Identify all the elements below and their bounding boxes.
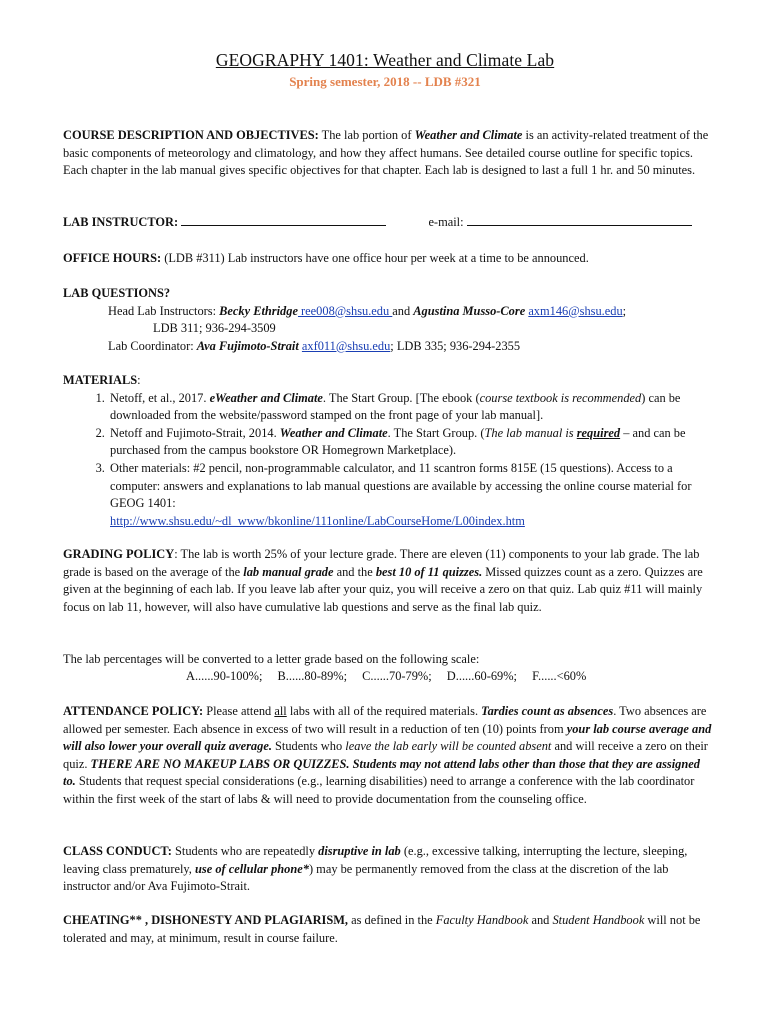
materials <box>63 372 713 530</box>
lab-instructor-line <box>63 214 713 232</box>
grade-d: D......60-69%; <box>446 669 518 683</box>
course-description <box>63 127 713 180</box>
grading-em-1: lab manual grade <box>243 564 334 579</box>
grading-text-2: and the <box>333 564 376 579</box>
item3-a: Other materials: #2 pencil, non-programmable calculator, and 11 scantron forms 815E (15 questions). Access to a computer: answers and explanations to lab manual questions are available by accessing the online course material for GEOG 1401: <box>110 460 692 511</box>
grading-heading: GRADING POLICY <box>63 547 175 561</box>
attendance-heading: ATTENDANCE POLICY: <box>63 704 204 718</box>
attendance-policy <box>63 703 713 809</box>
att-t3: . Two absences are allowed per semester. Each absence in excess of two will result in a reduction of ten (10) points from <box>63 704 707 736</box>
questions-heading: LAB QUESTIONS? <box>63 286 171 300</box>
item2-c: – and can be purchased from the campus bookstore OR Homegrown Marketplace). <box>110 425 686 458</box>
class-conduct <box>63 843 713 896</box>
course-heading: COURSE DESCRIPTION AND OBJECTIVES: <box>63 128 319 142</box>
item2-title: Weather and Climate <box>279 425 388 440</box>
and-text: and <box>392 303 414 318</box>
att-em1: Tardies count as absences <box>481 704 614 718</box>
instructor-name-1: Becky Ethridge <box>219 303 298 318</box>
grading-text-3: Missed quizzes count as a zero. Quizzes are given at the beginning of each lab. If you leave lab after your quiz, you will receive a zero on that quiz. Lab quiz #11 will mainly focus on lab 11, however, will also have cumulative lab questions and serve as the final lab quiz. <box>63 564 703 614</box>
materials-colon: : <box>137 373 141 387</box>
grading-em-2: best 10 of 11 quizzes. <box>375 564 483 579</box>
att-t4: Students who <box>271 739 346 754</box>
con-em2: use of cellular phone* <box>195 861 309 876</box>
item1-title: eWeather and Climate <box>209 390 323 405</box>
cheating-heading: CHEATING** , DISHONESTY AND PLAGIARISM, <box>63 913 349 927</box>
che-t3: will not be tolerated and may, at minimum, result in course failure. <box>63 913 701 945</box>
list-item <box>108 390 713 425</box>
instructor-name-2: Agustina Musso-Core <box>413 303 526 318</box>
email-blank <box>467 214 692 226</box>
email-link-1[interactable]: ree008@shsu.edu <box>297 303 393 318</box>
cheating-policy <box>63 912 713 947</box>
att-em2: your lab course average and will also lower your overall quiz average. <box>63 721 712 754</box>
item2-a: Netoff and Fujimoto-Strait, 2014. <box>110 425 280 440</box>
che-t1: as defined in the <box>348 913 436 927</box>
att-t1: Please attend <box>203 704 275 718</box>
coord-label: Lab Coordinator: <box>108 338 197 353</box>
office-text: (LDB #311) Lab instructors have one office hour per week at a time to be announced. <box>161 251 589 265</box>
semicolon: ; <box>622 303 627 318</box>
che-em2: Student Handbook <box>552 913 645 927</box>
grade-b: B......80-89%; <box>277 669 348 683</box>
page-title: GEOGRAPHY 1401: Weather and Climate Lab <box>215 50 555 70</box>
email-link-3[interactable]: axf011@shsu.edu <box>301 338 391 353</box>
att-em4: THERE ARE NO MAKEUP LABS OR QUIZZES. Students may not attend labs other than those that they are assigned to. <box>63 756 700 789</box>
coordinator-line <box>63 338 713 356</box>
lab-questions <box>63 285 713 355</box>
item2-note: The lab manual is <box>484 425 577 440</box>
conduct-heading: CLASS CONDUCT: <box>63 844 172 858</box>
course-home-link[interactable]: http://www.shsu.edu/~dl_www/bkonline/111online/LabCourseHome/L00index.htm <box>110 513 525 528</box>
instructor-label: LAB INSTRUCTOR: <box>63 215 179 229</box>
item1-b: . The Start Group. [The ebook ( <box>322 390 480 405</box>
item1-note: course textbook is recommended <box>479 390 642 405</box>
course-name: Weather and Climate <box>414 128 523 142</box>
office-hours <box>63 250 713 268</box>
grade-a: A......90-100%; <box>186 669 263 683</box>
instructor-name-blank <box>181 214 386 226</box>
course-text-1: The lab portion of <box>318 128 415 142</box>
grade-scale-intro: The lab percentages will be converted to a letter grade based on the following scale: <box>63 652 480 666</box>
coordinator-name: Ava Fujimoto-Strait <box>196 338 299 353</box>
head-label: Head Lab Instructors: <box>108 303 220 318</box>
grade-c: C......70-79%; <box>362 669 432 683</box>
che-em1: Faculty Handbook <box>435 913 529 927</box>
page-subtitle: Spring semester, 2018 -- LDB #321 <box>289 74 481 89</box>
grading-policy <box>63 546 713 616</box>
materials-heading: MATERIALS <box>63 373 138 387</box>
list-item <box>108 460 713 530</box>
att-t5: and will receive a zero on their quiz. <box>63 739 708 771</box>
list-item <box>108 425 713 460</box>
che-t2: and <box>528 913 553 927</box>
materials-list <box>63 390 713 531</box>
email-label: e-mail: <box>428 215 464 229</box>
item1-c: ) can be downloaded from the website/password stamped on the front page of your lab manual]. <box>110 390 681 423</box>
room-3: ; LDB 335; 936-294-2355 <box>390 338 521 353</box>
con-t1: Students who are repeatedly <box>171 844 319 858</box>
item1-a: Netoff, et al., 2017. <box>110 390 210 405</box>
grade-f: F......<60% <box>532 669 587 683</box>
room-1: LDB 311; 936-294-3509 <box>153 321 276 336</box>
con-em1: disruptive in lab <box>318 844 401 858</box>
con-t2: (e.g., excessive talking, interrupting the lecture, sleeping, leaving class prematurely, <box>63 844 688 876</box>
con-t3: ) may be permanently removed from the class at the discretion of the lab instructor and/or Ava Fujimoto-Strait. <box>63 861 669 894</box>
item2-required: required <box>576 425 621 440</box>
course-text-2: is an activity-related treatment of the basic components of meteorology and climatology, and how they affect humans. See detailed course outline for specific topics. Each chapter in the lab manual gives specific objectives for that chapter. Each lab is designed to last a full 1 hr. and 50 minutes. <box>63 128 709 178</box>
grade-scale <box>63 668 770 686</box>
grading-text-1: : The lab is worth 25% of your lecture grade. There are eleven (11) components to your lab grade. The lab grade is based on the average of the <box>63 547 700 579</box>
att-em3: leave the lab early will be counted absent <box>345 739 552 754</box>
att-all: all <box>274 704 287 718</box>
email-link-2[interactable]: axm146@shsu.edu <box>528 303 623 318</box>
att-t2: labs with all of the required materials. <box>286 704 482 718</box>
item2-b: . The Start Group. ( <box>387 425 485 440</box>
office-heading: OFFICE HOURS: <box>63 251 162 265</box>
head-instructors-line <box>63 303 713 321</box>
att-t6: Students that request special considerations (e.g., learning disabilities) need to arrange a conference with the lab coordinator within the first week of the start of labs & will need to provide documentation from the counseling office. <box>63 774 695 806</box>
